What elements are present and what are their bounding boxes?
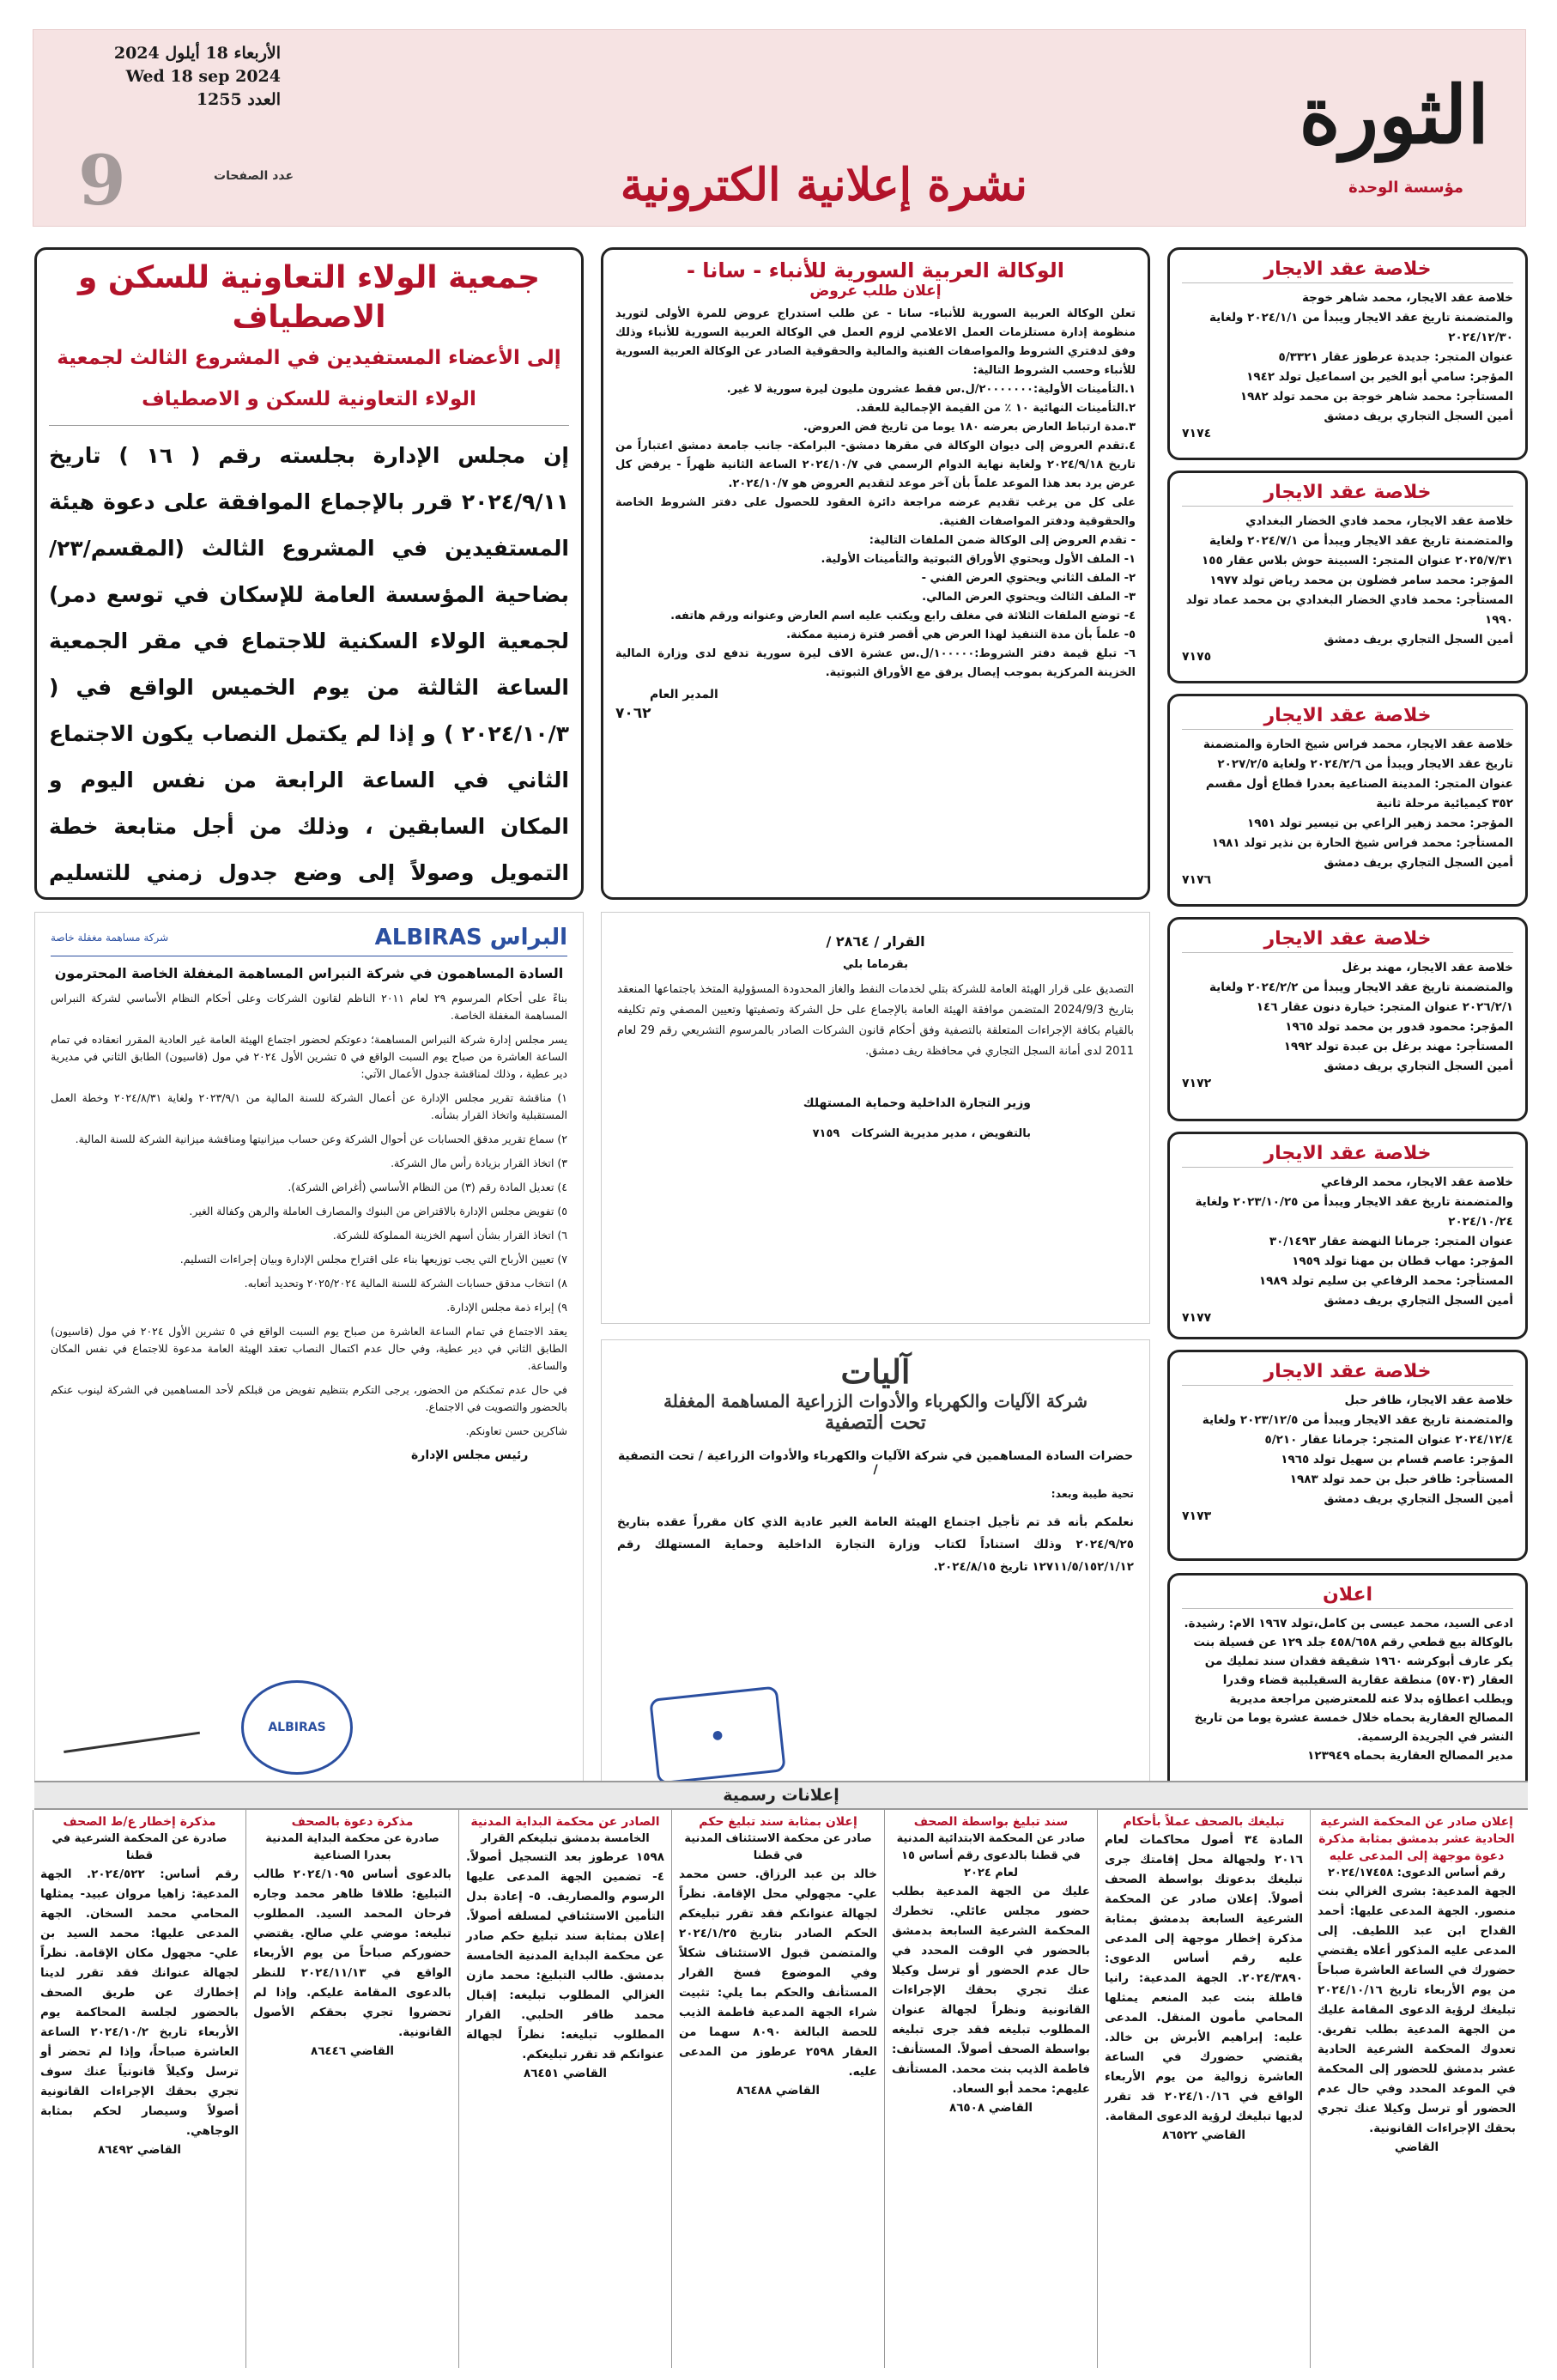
official-ad-title: مذكرة دعوة بالصحف — [291, 1815, 414, 1829]
issue-date-block — [58, 42, 281, 112]
official-ad-body: خالد بن عبد الرزاق. حسن محمد علي- مجهولي محل الإقامة. نظراً لجهالة عنوانكم فقد تقرر تبليغكم الحكم الصادر بتاريخ ٢٠٢٤/١/٢٥ والمتضمن قبول الاستئناف شكلاً وفي الموضوع فسخ القرار المستأنف والحكم بما يلي: تثبيت شراء الجهة المدعية فاطمة الذيب للحصة البالغة ٨٠٩٠ سهما من العقار ٢٥٩٨ عرطوز من المدعى عليه. — [679, 1867, 878, 2079]
lease-line: أمين السجل التجاري بريف دمشق — [1324, 633, 1513, 647]
official-ad-title: سند تبليغ بواسطة الصحف — [913, 1815, 1069, 1829]
issue-number: العدد 1255 — [196, 90, 281, 109]
sana-line: على كل من يرغب تقديم عرضه مراجعة دائرة العقود للحصول على دفتر الشروط الخاصة والحقوقية ودفتر المواصفات الفنية. — [615, 496, 1136, 528]
lease-line: أمين السجل التجاري بريف دمشق — [1324, 1294, 1513, 1308]
lease-line: المستأجر: محمد الرفاعي بن سليم تولد ١٩٨٩ — [1258, 1274, 1513, 1288]
lease-line: المؤجر: عاصم قسام بن سهيل تولد ١٩٦٥ — [1281, 1453, 1513, 1466]
albiras-paragraph: شاكرين حسن تعاونكم. — [465, 1424, 567, 1437]
lease-line: أمين السجل التجاري بريف دمشق — [1324, 1492, 1513, 1506]
lease-line: عنوان المتجر: المدينة الصناعية بعدرا قطاع أول مقسم ٣٥٢ كيميائية مرحلة ثانية — [1205, 777, 1513, 811]
lease-summary — [1167, 471, 1528, 683]
property-announcement — [1167, 1573, 1528, 1794]
lease-line: أمين السجل التجاري بريف دمشق — [1324, 1059, 1513, 1073]
lease-line: المستأجر: محمد فادي الخضار البغدادي بن محمد عماد تولد ١٩٩٠ — [1185, 593, 1513, 627]
housing-subtitle: إلى الأعضاء المستفيدين في المشروع الثالث لجمعية الولاء التعاونية للسكن و الاصطياف — [49, 337, 569, 426]
lease-line: والمتضمنة تاريخ عقد الايجار ويبدأ من ٢٠٢٣/١٢/٥ ولغاية ٢٠٢٤/١٢/٤ عنوان المتجر: جرمانا عقار ٥/٢١٠ — [1202, 1413, 1513, 1447]
lease-line: والمتضمنة تاريخ عقد الايجار ويبدأ من ٢٠٢٤/٢/٢ ولغاية ٢٠٢٦/٢/١ عنوان المتجر: خيارة دنون عقار ١٤٦ — [1209, 981, 1513, 1014]
official-ad-body: رقم أساس: ٢٠٢٤/٥٢٢. الجهة المدعية: زاهيا مروان عبيد- يمثلها المحامي محمد السخان. الجهة المدعى عليها: محمد السيد بن علي- مجهول مكان الإقامة. نظراً لجهالة عنوانك فقد تقرر لدينا إخطارك عن طريق الصحف بالحضور لجلسة المحاكمة يوم الأربعاء تاريخ ٢٠٢٤/١٠/٢ الساعة العاشرة صباحاً، وإذا لم تحضر أو ترسل وكيلاً قانونياً عنك سوف تجري بحقك الإجراءات القانونية أصولاً وسيصار لحكم بمثابة الوجاهي. — [40, 1867, 239, 2138]
ilan-number: ١٢٣٩٤٩ — [1307, 1749, 1350, 1763]
official-ad-column — [884, 1810, 1097, 2368]
official-ad-subtitle: صادرة عن المحكمة الشرعية في قطنا — [51, 1832, 227, 1862]
albiras-paragraph: في حال عدم تمكنكم من الحضور، يرجى التكرم بتنظيم تفويض من قبلكم لأحد المساهمين في الشركة لينوب عنكم بالحضور والتصويت في الاجتماع. — [51, 1383, 567, 1413]
sana-number: ٧٠٦٢ — [615, 705, 651, 722]
albiras-paragraph: ٩) إبراء ذمة مجلس الإدارة. — [446, 1301, 567, 1314]
ilan-signer-name: مدير المصالح العقارية بحماه — [1354, 1749, 1513, 1763]
sana-signer: المدير العام — [650, 688, 718, 701]
official-ad-subtitle: الخامسة بدمشق تبليغكم القرار — [481, 1832, 650, 1845]
official-ad-body: المادة ٣٤ أصول محاكمات لعام ٢٠١٦ ولجهالة محل إقامتك جرى تبليغك بدعوتك بواسطة الصحف أصولاً. إعلان صادر عن المحكمة الشرعية السابعة بدمشق بمثابة مذكرة إخطار موجهة إلى المدعى عليه رقم أساس الدعوى: ٢٠٢٤/٣٨٩٠. الجهة المدعية: رانيا قاطلة بنت عبد المنعم يمثلها المحامي مأمون المنقل. المدعى عليه: إبراهيم الأبرش بن خالد. يقتضي حضورك في الساعة العاشرة زوالية من يوم الأربعاء الواقع في ٢٠٢٤/١٠/١٦ قد تقرر لديها تبليغك لرؤية الدعوى المقامة. — [1105, 1833, 1304, 2123]
official-ad-subtitle: صادرة عن محكمة البداية المدنية بعدرا الصناعية — [265, 1832, 439, 1862]
bulletin-title: نشرة إعلانية الكترونية — [620, 159, 1027, 211]
official-ad-signer: القاضي ٨٦٤٩٢ — [97, 2143, 182, 2157]
lease-line: المؤجر: مهاب قطان بن مهنا تولد ١٩٥٩ — [1292, 1254, 1513, 1268]
official-ad-column — [33, 1810, 245, 2368]
official-ad-signer: القاضي — [1394, 2140, 1439, 2154]
official-ad-title: الصادر عن محكمة البداية المدنية — [470, 1815, 660, 1829]
sana-subtitle: إعلان طلب عروض — [809, 282, 942, 300]
lease-summary — [1167, 694, 1528, 907]
page-count-label: عدد الصفحات — [214, 169, 294, 183]
lease-number: ٧١٧٢ — [1182, 1077, 1212, 1090]
date-arabic: الأربعاء 18 أيلول 2024 — [113, 44, 281, 63]
lease-line: المستأجر: محمد فراس شيخ الحارة بن نذير تولد ١٩٨١ — [1211, 836, 1513, 850]
lease-line: خلاصة عقد الايجار، مهند برغل — [1342, 961, 1513, 974]
official-ad-signer: القاضي ٨٦٤٨٨ — [736, 2084, 821, 2098]
lease-line: أمين السجل التجاري بريف دمشق — [1324, 856, 1513, 870]
decision-delegate-text: بالتفويض ، مدير مديرية الشركات — [851, 1127, 1031, 1140]
albiras-paragraph: يسر مجلس إدارة شركة النبراس المساهمة؛ دعوتكم لحضور اجتماع الهيئة العامة غير العادية المقرر انعقاده في تمام الساعة العاشرة من صباح يوم السبت الواقع في ٥ تشرين الأول ٢٠٢٤ في مول (قاسيون) الطابق الثاني في مديرية دير عطية ، وذلك لمناقشة جدول الأعمال الآتي: — [51, 1033, 568, 1080]
lease-line: عنوان المتجر: جديدة عرطوز عقار ٥/٣٣٢١ — [1278, 350, 1513, 364]
official-ad-title: مذكرة إخطار ع/ط الصحف — [63, 1815, 216, 1829]
lease-line: المستأجر: مهند برغل بن عبدة تولد ١٩٩٢ — [1283, 1040, 1513, 1053]
albiras-company: شركة مساهمة مغفلة خاصة — [51, 932, 169, 944]
official-ad-signer: القاضي ٨٦٥٢٢ — [1161, 2128, 1246, 2142]
decision-body: التصديق على قرار الهيئة العامة للشركة بتلي لخدمات النفط والغاز المحدودة المسؤولية المتخذ باجتماعها المنعقد بتاريخ 2024/9/3 المتضمن موافقة الهيئة العامة بالإجماع على حل الشركة وتصفيتها وتعيين المصفي وتم تكليفه بالقيام بكافة الإجراءات المتعلقة بالتصفية وفق أحكام قانون الشركات الصادر بالمرسوم التشريعي رقم 29 لعام 2011 لدى أمانة السجل التجاري في محافظة ريف دمشق. — [617, 983, 1134, 1058]
official-ad-signer: القاضي ٨٦٥٠٨ — [948, 2101, 1033, 2115]
lease-line: خلاصة عقد الايجار، ظافر حبل — [1344, 1393, 1513, 1407]
albiras-paragraph: ٧) تعيين الأرباح التي يجب توزيعها بناء على اقتراح مجلس الإدارة وبيان إجراءات التسليم. — [179, 1253, 567, 1266]
lease-summary — [1167, 247, 1528, 460]
official-ad-subtitle: رقم أساس الدعوى: ٢٠٢٤/١٧٤٥٨ — [1328, 1867, 1506, 1879]
sana-tender — [601, 247, 1150, 900]
official-ad-body: بالدعوى أساس ٢٠٢٤/١٠٩٥ طالب التبليغ: طلاقا ظاهر محمد وجاره فرحان المحمد السيد. المطلوب تبليغه: موضي علي صالح. يقتضي حضوركم صباحاً من يوم الأربعاء الواقع في ٢٠٢٤/١١/١٣ للنظر بالدعوى المقامة عليكم. وإذا لم تحضروا تجري بحقكم الأصول القانونية. — [253, 1867, 451, 2039]
decision-number: ٧١٥٩ — [812, 1127, 840, 1140]
lease-title: خلاصة عقد الايجار — [1182, 928, 1513, 953]
albiras-notice — [34, 912, 584, 1796]
lease-number: ٧١٧٦ — [1182, 873, 1212, 887]
official-ad-subtitle: صادر عن المحكمة الابتدائية المدنية في قطنا بالدعوى رقم أساس ١٥ لعام ٢٠٢٤ — [896, 1832, 1086, 1879]
ministry-decision — [601, 912, 1150, 1324]
lease-number: ٧١٧٣ — [1182, 1509, 1212, 1523]
official-ad-signer: القاضي ٨٦٤٥١ — [523, 2067, 608, 2080]
official-ad-signer: القاضي ٨٦٤٤٦ — [310, 2044, 395, 2058]
aliyat-notice — [601, 1339, 1150, 1796]
lease-summary — [1167, 917, 1528, 1121]
lease-number: ٧١٧٧ — [1182, 1311, 1212, 1325]
ilan-body: ادعى السيد، محمد عيسى بن كامل،تولد ١٩٦٧ الام: رشيدة. بالوكالة بيع قطعي رقم ٤٥٨/٦٥٨ جلد ١٢٩ عن فسيلة بنت يكر عارف أبوكرشه ١٩٦٠ شقيقة فقدان سند تمليك من العقار (٥٧٠٣) منطقة عقارية السقيلبية قضاء وقدرا ويطلب اعطاؤه بدلا عنه للمعترضين مراجعة مديرية المصالح العقارية بحماه خلال خمسة عشرة يوما من تاريخ النشر في الجريدة الرسمية. — [1184, 1617, 1513, 1744]
sana-line: ٤.تقدم العروض إلى ديوان الوكالة في مقرها دمشق- البرامكة- جانب جامعة دمشق اعتباراً من تاريخ ٢٠٢٤/٩/١٨ ولغاية نهاية الدوام الرسمي في ٢٠٢٤/١٠/٧ الساعة الثانية ظهراً - يرفض كل عرض يرد بعد هذا الموعد علماً بأن آخر موعد لتقديم العروض هو ٢٠٢٤/١٠/٧. — [615, 440, 1136, 490]
albiras-paragraph: ٦) اتخاذ القرار بشأن أسهم الخزينة المملوكة للشركة. — [332, 1229, 567, 1242]
lease-line: خلاصة عقد الايجار، محمد فراس شيخ الحارة والمتضمنة تاريخ عقد الايجار ويبدأ من ٢٠٢٤/٢/٦ ولغاية ٢٠٢٧/٢/٥ — [1203, 738, 1513, 771]
lease-line: المستأجر: ظافر حبل بن حمد تولد ١٩٨٣ — [1289, 1472, 1513, 1486]
lease-title: خلاصة عقد الايجار — [1182, 258, 1513, 283]
lease-line: المؤجر: محمد زهير الراعي بن تيسير تولد ١٩٥١ — [1246, 817, 1513, 830]
official-ad-subtitle: صادر عن محكمة الاستئناف المدنية في قطنا — [684, 1832, 872, 1862]
lease-line: والمتضمنة تاريخ عقد الايجار ويبدأ من ٢٠٢٤/١/١ ولغاية ٢٠٢٤/١٢/٣٠ — [1209, 311, 1513, 344]
albiras-paragraph: ٤) تعديل المادة رقم (٣) من النظام الأساسي (أغراض الشركة). — [288, 1181, 567, 1193]
sana-title — [615, 258, 1136, 305]
official-ad-body: الجهة المدعية: بشرى الغزالي بنت منصور. الجهة المدعى عليها: أحمد القداح ابن عبد اللطيف. إلى المدعى عليه المذكور أعلاه يقتضي حضورك في الساعة العاشرة صباحاً من يوم الأربعاء تاريخ ٢٠٢٤/١٠/١٦ تبليغك لرؤية الدعوى المقامة عليك من الجهة المدعية بطلب تفريق. تعدوك المحكمة الشرعية الحادية عشر بدمشق للحضور إلى المحكمة في الموعد المحدد وفي حال عدم الحضور أو ترسل وكيلا عنك تجري بحقك الإجراءات القانونية. — [1318, 1885, 1516, 2135]
lease-line: خلاصة عقد الايجار، محمد شاهر خوجة — [1301, 291, 1513, 305]
sana-body — [615, 305, 1136, 683]
lease-title: خلاصة عقد الايجار — [1182, 1143, 1513, 1168]
albiras-header — [51, 925, 567, 956]
sana-title-text: الوكالة العربية السورية للأنباء - سانا - — [686, 258, 1064, 282]
lease-line: خلاصة عقد الايجار، محمد الرفاعي — [1320, 1175, 1513, 1189]
sana-line: ٦- تبلغ قيمة دفتر الشروط:١٠٠٠٠٠/ل.س عشرة الاف ليرة سورية تدفع لدى وزارة المالية الخزينة المركزية بموجب إيصال يرفق مع الأوراق الثبوتية. — [615, 647, 1136, 679]
sana-line: تعلن الوكالة العربية السورية للأنباء- سانا - عن طلب استدراج عروض للمرة الأولى لتوريد منظومة إدارة مستلزمات العمل الاعلامي لزوم العمل في الوكالة العربية السورية للأنباء وذلك وفق لدفتري الشروط والمواصفات الفنية والمالية والحقوقية الصادر عن الوكالة العربية السورية للأنباء وحسب الشروط التالية: — [615, 307, 1136, 377]
decision-signer-delegate — [617, 1127, 1134, 1140]
aliyat-seal: ● — [649, 1685, 786, 1784]
ilan-title: اعلان — [1182, 1584, 1513, 1609]
albiras-paragraph: ٨) انتخاب مدقق حسابات الشركة للسنة المالية ٢٠٢٥/٢٠٢٤ وتحديد أتعابه. — [244, 1277, 567, 1290]
albiras-body — [51, 990, 567, 1440]
sana-line: ٣.مدة ارتباط العارض بعرضه ١٨٠ يوما من تاريخ فض العروض. — [803, 421, 1136, 434]
albiras-title: السادة المساهمون في شركة النبراس المساهمة المغفلة الخاصة المحترمون — [54, 965, 564, 981]
official-ad-title: إعلان صادر عن المحكمة الشرعية الحادية عشر بدمشق بمثابة مذكرة دعوة موجهة إلى المدعى عليه — [1318, 1815, 1515, 1863]
lease-summary — [1167, 1350, 1528, 1561]
logo-text: الثورة — [1299, 69, 1489, 161]
official-ads-header — [34, 1781, 1528, 1810]
decision-sub: بقرماما بلي — [842, 958, 909, 971]
official-ad-column — [458, 1810, 671, 2368]
sana-line: ٥- علماً بأن مدة التنفيذ لهذا العرض هي أقصر فترة زمنية ممكنة. — [786, 628, 1136, 641]
newspaper-logo — [1299, 51, 1489, 197]
lease-line: المؤجر: محمد سامر فضلون بن محمد رياض تولد ١٩٧٧ — [1209, 574, 1513, 587]
albiras-paragraph: ٥) تفويض مجلس الإدارة بالاقتراض من البنوك والمصارف العاملة والرهن وكفالة الغير. — [189, 1205, 567, 1217]
lease-line: والمتضمنة تاريخ عقد الايجار ويبدأ من ٢٠٢٣/١٠/٢٥ ولغاية ٢٠٢٤/١٠/٢٤ — [1195, 1195, 1513, 1229]
housing-body: إن مجلس الإدارة بجلسته رقم ( ١٦ ) تاريخ ٢٠٢٤/٩/١١ قرر بالإجماع الموافقة على دعوة هيئة المستفيدين في المشروع الثالث (المقسم/٢٣/بضاحية المؤسسة العامة للإسكان في توسع دمر) لجمعية الولاء السكنية للاجتماع في مقر الجمعية الساعة الثالثة من يوم الخميس الواقع في ( ٢٠٢٤/١٠/٣ ) و إذا لم يكتمل النصاب يكون الاجتماع الثاني في الساعة الرابعة من نفس اليوم و المكان السابقين ، وذلك من أجل متابعة خطة التمويل وصولاً إلى وضع جدول زمني للتسليم — [49, 443, 569, 885]
decision-title: القرار / ٢٨٦٤ / — [826, 933, 925, 950]
lease-title: خلاصة عقد الايجار — [1182, 705, 1513, 730]
sana-line: ٣- الملف الثالث ويحتوي العرض المالي. — [922, 591, 1136, 604]
aliyat-logo: آليات — [840, 1352, 911, 1391]
page-count: 9 — [78, 140, 126, 221]
sana-line: ٤- توضع الملفات الثلاثة في مغلف رابع ويكتب عليه اسم العارض وعنوانه ورقم هاتفه. — [670, 610, 1136, 622]
lease-line: المؤجر: سامي أبو الخير بن اسماعيل تولد ١٩٤٢ — [1246, 370, 1513, 384]
date-english: Wed 18 sep 2024 — [125, 67, 281, 86]
lease-title: خلاصة عقد الايجار — [1182, 1361, 1513, 1386]
sana-line: - تقدم العروض إلى الوكالة ضمن الملفات التالية: — [869, 534, 1136, 547]
aliyat-body: نعلمكم بأنه قد تم تأجيل اجتماع الهيئة العامة الغير عادية الذي كان مقرراً عقده بتاريخ ٢٠٢٤/٩/٢٥ وذلك استناداً لكتاب وزارة التجارة الداخلية وحماية المستهلك رقم ١٢٧١١/٥/١٥٢/١/١٢ تاريخ ٢٠٢٤/٨/١٥. — [617, 1515, 1134, 1574]
lease-title: خلاصة عقد الايجار — [1182, 482, 1513, 507]
official-ad-title: إعلان بمثابة سند تبليغ حكم — [699, 1815, 857, 1829]
aliyat-greeting: حضرات السادة المساهمين في شركة الآليات والكهرباء والأدوات الزراعية / تحت التصفية / — [617, 1449, 1134, 1477]
lease-line: خلاصة عقد الايجار، محمد فادي الخضار البغدادي — [1245, 514, 1513, 528]
housing-announcement — [34, 247, 584, 900]
lease-line: المستأجر: محمد شاهر خوجة بن محمد تولد ١٩٨٢ — [1239, 390, 1513, 404]
decision-signer: وزير التجارة الداخلية وحماية المستهلك — [803, 1096, 1031, 1110]
sana-line: ١- الملف الأول ويحتوي الأوراق الثبوتية والتأمينات الأولية. — [821, 553, 1136, 566]
official-ad-body: عليك من الجهة المدعية بطلب حضور مجلس عائلي. تخطرك المحكمة الشرعية السابعة بدمشق بالحضور في الوقت المحدد في حال عدم الحضور أو ترسل وكيلا عنك تجري بحقك الإجراءات القانونية ونظراً لجهالة عنوان المطلوب تبليغه فقد جرى تبليغه بواسطة الصحف أصولاً. المستأنف: فاطمة الذيب بنت محمد. المستأنف عليهم: محمد أبو السعاد. — [892, 1885, 1090, 2096]
albiras-paragraph: بناءً على أحكام المرسوم ٢٩ لعام ٢٠١١ الناظم لقانون الشركات وعلى أحكام النظام الأساسي لشركة النبراس المساهمة المغفلة الخاصة. — [51, 992, 567, 1022]
official-ad-body: ١٥٩٨ عرطوز بعد التسجيل أصولاً. ٤- تضمين الجهة المدعى عليها الرسوم والمصاريف. ٥- إعادة بدل التأمين الاستئنافي لمسلفه أصولاً. إعلان بمثابة سند تبليغ حكم صادر عن محكمة البداية المدنية الخامسة بدمشق. طالب التبليغ: محمد مازن الغزالي المطلوب تبليغه: إقبال محمد ظافر الحلبي. القرار المطلوب تبليغه: نظراً لجهالة عنوانكم قد تقرر تبليغكم. — [466, 1850, 664, 2061]
albiras-signer: رئيس مجلس الإدارة — [411, 1448, 529, 1462]
housing-title: جمعية الولاء التعاونية للسكن و الاصطياف — [77, 260, 541, 335]
aliyat-status: تحت التصفية — [825, 1412, 926, 1434]
official-ads-title: إعلانات رسمية — [723, 1786, 839, 1805]
albiras-seal: ALBIRAS — [241, 1680, 353, 1775]
albiras-paragraph: ١) مناقشة تقرير مجلس الإدارة عن أعمال الشركة للسنة المالية من ٢٠٢٣/٩/١ ولغاية ٢٠٢٤/٨/٣١ وخطة العمل المستقبلية واتخاذ القرار بشأنه. — [51, 1091, 568, 1121]
official-ad-column — [1310, 1810, 1523, 2368]
sana-line: ١.التأمينات الأولية:٢٠٠٠٠٠٠٠/ل.س فقط عشرون مليون ليرة سورية لا غير. — [726, 383, 1136, 396]
official-ad-column — [1097, 1810, 1310, 2368]
aliyat-company: شركة الآليات والكهرباء والأدوات الزراعية المساهمة المغفلة — [663, 1391, 1087, 1412]
official-ad-column — [245, 1810, 458, 2368]
official-ad-column — [671, 1810, 884, 2368]
lease-line: والمتضمنة تاريخ عقد الايجار ويبدأ من ٢٠٢٤/٧/١ ولغاية ٢٠٢٥/٧/٣١ عنوان المتجر: السبينة حوش بلاس عقار ١٥٥ — [1201, 534, 1513, 568]
lease-line: أمين السجل التجاري بريف دمشق — [1324, 410, 1513, 423]
official-ad-title: تبليغك بالصحف عملاً بأحكام — [1123, 1815, 1285, 1829]
lease-number: ٧١٧٤ — [1182, 427, 1212, 440]
masthead — [33, 29, 1526, 227]
albiras-paragraph: ٢) سماع تقرير مدقق الحسابات عن أحوال الشركة وعن حساب ميزانيتها ومناقشة ميزانية الشركة للسنة المالية. — [75, 1132, 567, 1145]
aliyat-salute: تحية طيبة وبعد: — [1051, 1487, 1134, 1500]
albiras-signature — [59, 1700, 200, 1753]
foundation-name: مؤسسة الوحدة — [1348, 179, 1463, 197]
albiras-paragraph: ٣) اتخاذ القرار بزيادة رأس مال الشركة. — [391, 1157, 567, 1169]
ilan-signer — [1182, 1746, 1513, 1766]
albiras-logo: البراس ALBIRAS — [374, 925, 567, 950]
lease-line: المؤجر: محمود قدور بن محمد تولد ١٩٦٥ — [1285, 1020, 1513, 1034]
lease-summary — [1167, 1132, 1528, 1339]
lease-number: ٧١٧٥ — [1182, 650, 1212, 664]
sana-line: ٢- الملف الثاني ويحتوي العرض الفني - — [921, 572, 1136, 585]
sana-line: ٢.التأمينات النهائية ١٠ ٪ من القيمة الإجمالية للعقد. — [856, 402, 1136, 415]
lease-line: عنوان المتجر: جرمانا النهضة عقار ٣٠/١٤٩٣ — [1269, 1235, 1513, 1248]
albiras-paragraph: يعقد الاجتماع في تمام الساعة العاشرة من صباح يوم السبت الواقع في ٥ تشرين الأول ٢٠٢٤ في مول (قاسيون) الطابق الثاني في دير عطية، وفي حال عدم اكتمال النصاب تعقد الهيئة العامة مدعوة للاجتماع في نفس المكان والساعة. — [51, 1325, 567, 1372]
